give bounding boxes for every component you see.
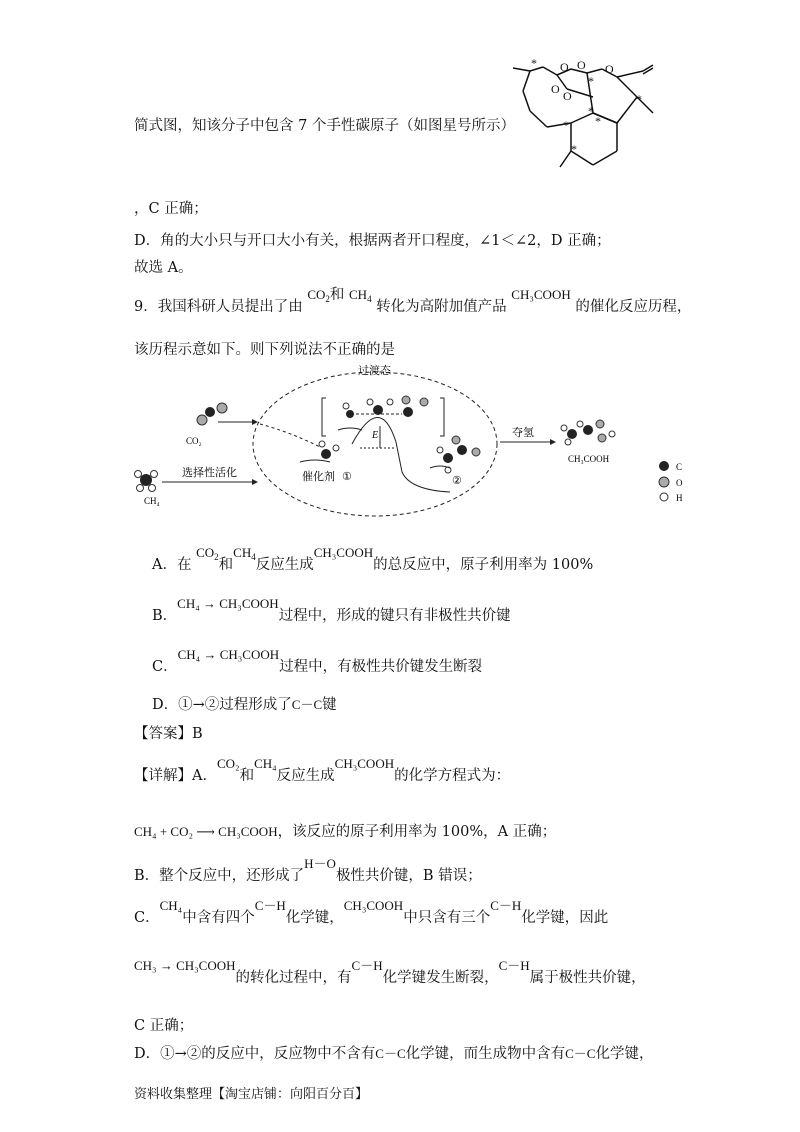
svg-text:*: * [588, 104, 594, 118]
energy-label: E [372, 430, 379, 441]
detail-b: B．整个反应中，还形成了H－O极性共价键，B 错误； [134, 856, 482, 884]
intro-line-4: 故选 A。 [134, 260, 193, 276]
co2-formula: $CO_2$ [307, 287, 330, 304]
svg-text:*: * [531, 56, 537, 70]
detail-d: D．①→②的反应中，反应物中不含有C－C化学键，而生成物中含有C－C化学键， [134, 1046, 654, 1062]
detail-c-line-2: CH₃ → CH₃COOH的转化过程中，有C－H化学键发生断裂，C－H属于极性共价键， [134, 958, 646, 986]
product-label: CH₃COOH [568, 454, 610, 464]
answer-label: 【答案】B [134, 726, 203, 742]
svg-text:O: O [551, 82, 560, 96]
legend-hydrogen: H [676, 493, 683, 503]
equation-line: CH₄ + CO₂ ⟶ CH₃COOH，该反应的原子利用率为 100%，A 正确； [134, 824, 557, 840]
intro-line-3: D．角的大小只与开口大小有关，根据两者开口程度，∠1＜∠2，D 正确； [134, 233, 611, 249]
svg-text:*: * [588, 74, 594, 88]
co2-label: CO₂ [186, 436, 202, 446]
svg-text:*: * [571, 142, 577, 156]
detail-a: 【详解】A．CO₂和CH₄反应生成CH₃COOH的化学方程式为： [134, 756, 511, 784]
reaction-mechanism-diagram [130, 362, 695, 522]
svg-text:O: O [563, 89, 572, 103]
option-a: A．在 $CO_2$和$CH_4$反应生成CH₃COOH的总反应中，原子利用率为 100% [152, 545, 594, 573]
option-d: D．①→②过程形成了C－C键 [152, 697, 337, 713]
footer-source: 资料收集整理【淘宝店铺：向阳百分百】 [134, 1087, 369, 1102]
svg-text:*: * [636, 92, 642, 106]
intro-line-2: ，C 正确； [134, 201, 208, 217]
question-9-line-1: 9．我国科研人员提出了由 $CO_2$和 $CH_4$ 转化为高附加值产品 CH₃COOH 的催化反应历程， [134, 287, 692, 315]
intro-line-1: 简式图，知该分子中包含 7 个手性碳原子（如图星号所示） [134, 118, 515, 134]
option-b: B．CH₄ → CH₃COOH过程中，形成的键只有非极性共价键 [152, 596, 511, 624]
ch4-formula: $CH_4$ [349, 287, 372, 304]
step-1-label: ① [342, 471, 352, 483]
detail-c-correct: C 正确； [134, 1018, 194, 1034]
svg-text:O: O [577, 58, 586, 72]
artemisinin-structure-image [505, 55, 675, 180]
legend-carbon: C [676, 462, 683, 472]
transition-state-label: 过渡态 [358, 365, 391, 377]
svg-text:*: * [595, 114, 601, 128]
selective-activation-label: 选择性活化 [182, 467, 237, 479]
svg-text:*: * [563, 118, 569, 132]
catalyst-label: 催化剂 [302, 471, 335, 483]
take-h-label: 夺氢 [512, 427, 534, 439]
svg-text:O: O [605, 62, 614, 76]
question-9-line-2: 该历程示意如下。则下列说法不正确的是 [134, 342, 395, 358]
option-c: C．CH₄ → CH₃COOH过程中，有极性共价键发生断裂 [152, 647, 483, 675]
legend-oxygen: O [676, 478, 683, 488]
svg-text:O: O [560, 60, 569, 74]
ch3cooh-formula: CH₃COOH [511, 287, 571, 302]
detail-c-line-1: C．CH₄中含有四个C－H化学键，CH₃COOH中只含有三个C－H化学键，因此 [134, 898, 609, 926]
step-2-label: ② [452, 475, 462, 487]
ch4-label: CH₄ [144, 496, 160, 506]
